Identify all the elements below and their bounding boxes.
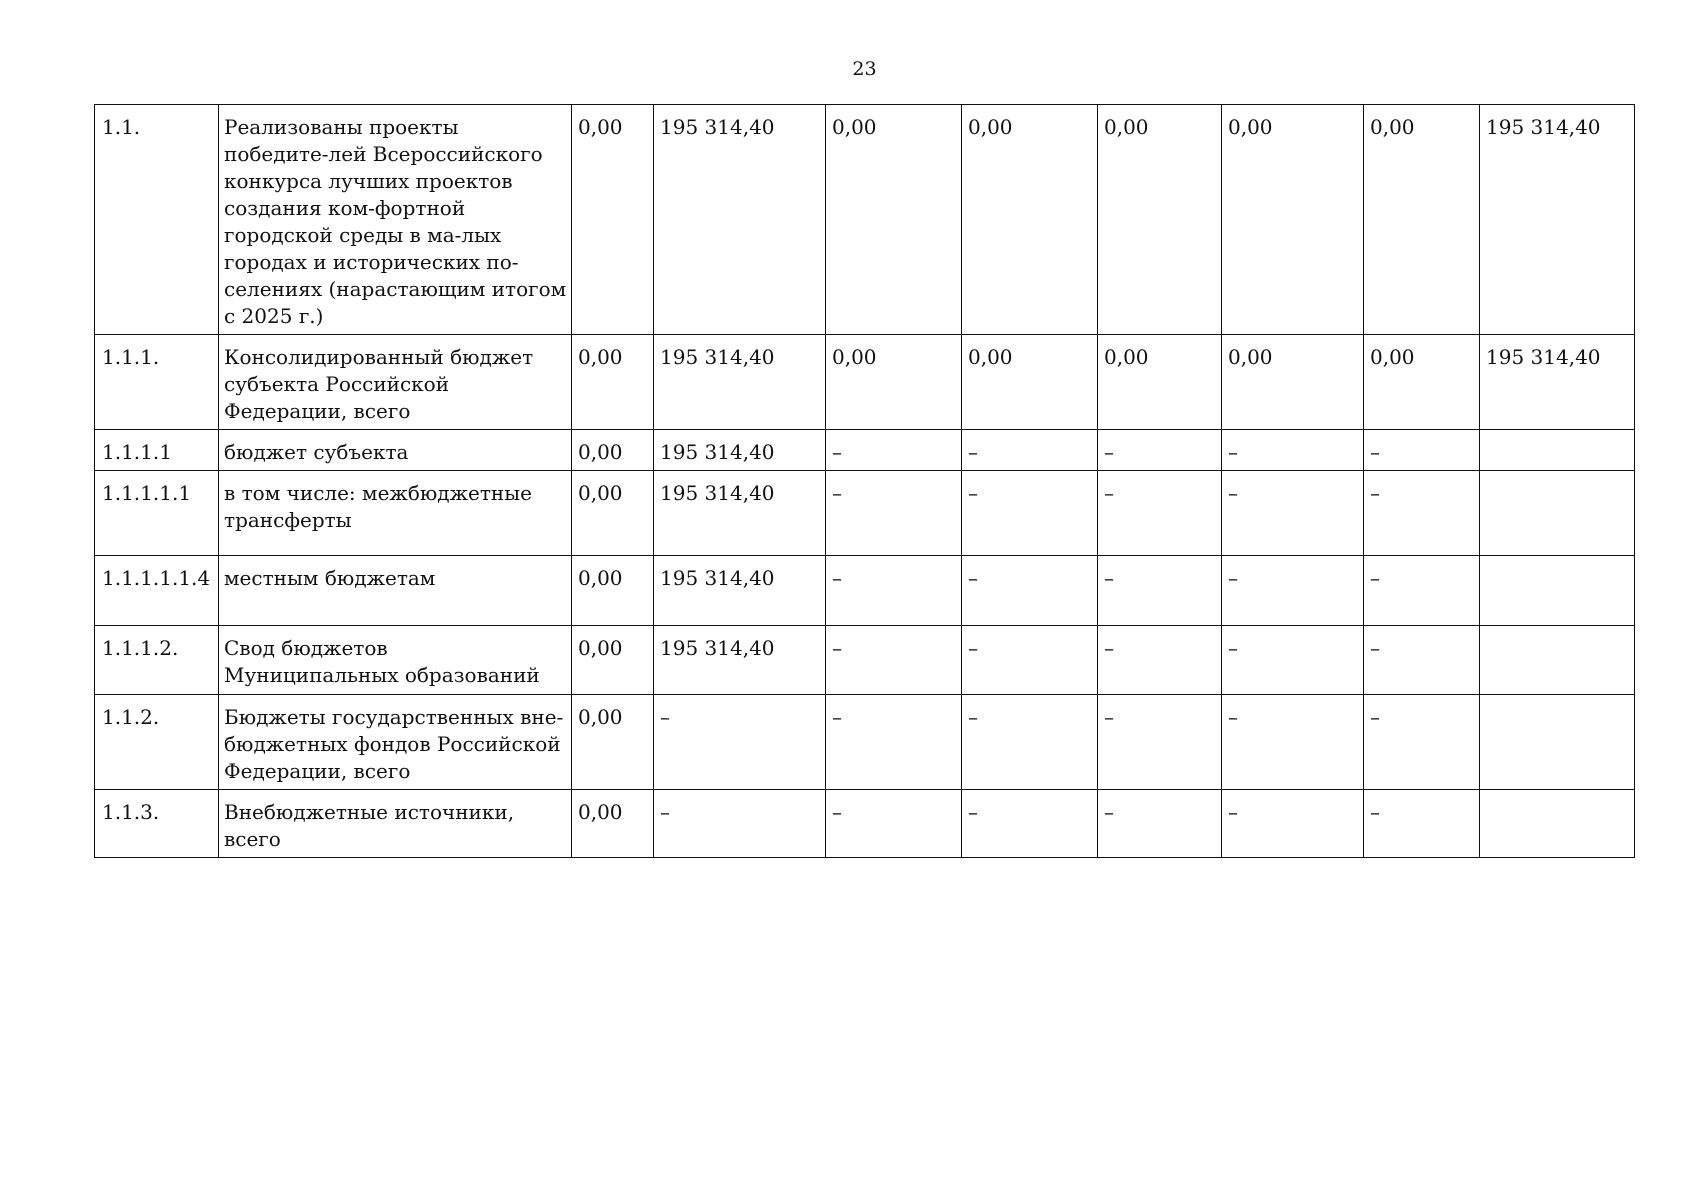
row-value-total — [1480, 556, 1635, 626]
row-value-7: – — [1364, 556, 1480, 626]
row-value-6: 0,00 — [1222, 105, 1364, 335]
table-row — [95, 471, 1635, 556]
row-code: 1.1.1.1 — [95, 430, 219, 471]
row-value-2: 195 314,40 — [654, 105, 826, 335]
row-description: Бюджеты государственных вне-бюджетных фондов Российской Федерации, всего — [219, 695, 572, 790]
row-value-4: – — [962, 695, 1098, 790]
row-value-total — [1480, 430, 1635, 471]
row-value-1: 0,00 — [572, 626, 654, 695]
row-code: 1.1.1.1.1.4 — [95, 556, 219, 626]
row-value-5: – — [1098, 626, 1222, 695]
row-value-2: 195 314,40 — [654, 556, 826, 626]
row-description: Реализованы проекты победите-лей Всероссийского конкурса лучших проектов создания ком-фортной городской среды в ма-лых городах и исторических по-селениях (нарастающим итогом с 2025 г.) — [219, 105, 572, 335]
row-value-3: – — [826, 695, 962, 790]
row-value-1: 0,00 — [572, 471, 654, 556]
row-value-1: 0,00 — [572, 695, 654, 790]
row-description: местным бюджетам — [219, 556, 572, 626]
table-body — [95, 105, 1635, 858]
row-value-3: – — [826, 556, 962, 626]
row-value-5: – — [1098, 430, 1222, 471]
row-value-5: – — [1098, 695, 1222, 790]
row-value-3: – — [826, 626, 962, 695]
row-value-total — [1480, 695, 1635, 790]
row-value-6: – — [1222, 471, 1364, 556]
row-value-4: – — [962, 626, 1098, 695]
row-value-total — [1480, 626, 1635, 695]
row-value-1: 0,00 — [572, 430, 654, 471]
row-code: 1.1.3. — [95, 790, 219, 858]
row-description: бюджет субъекта — [219, 430, 572, 471]
table-row — [95, 695, 1635, 790]
row-value-total: 195 314,40 — [1480, 335, 1635, 430]
row-value-2: 195 314,40 — [654, 430, 826, 471]
row-value-7: 0,00 — [1364, 335, 1480, 430]
table-row — [95, 430, 1635, 471]
row-value-4: 0,00 — [962, 335, 1098, 430]
budget-table — [94, 104, 1635, 858]
row-value-5: – — [1098, 471, 1222, 556]
row-value-6: – — [1222, 626, 1364, 695]
row-value-7: 0,00 — [1364, 105, 1480, 335]
row-value-7: – — [1364, 471, 1480, 556]
row-value-6: – — [1222, 695, 1364, 790]
row-code: 1.1. — [95, 105, 219, 335]
row-value-6: – — [1222, 556, 1364, 626]
table-row — [95, 335, 1635, 430]
row-value-1: 0,00 — [572, 790, 654, 858]
row-value-2: 195 314,40 — [654, 626, 826, 695]
row-code: 1.1.2. — [95, 695, 219, 790]
table-row — [95, 556, 1635, 626]
row-description: Внебюджетные источники, всего — [219, 790, 572, 858]
row-value-total: 195 314,40 — [1480, 105, 1635, 335]
row-value-2: – — [654, 790, 826, 858]
row-value-total — [1480, 790, 1635, 858]
page-number: 23 — [852, 58, 877, 80]
row-value-6: 0,00 — [1222, 335, 1364, 430]
row-value-total — [1480, 471, 1635, 556]
row-value-2: 195 314,40 — [654, 471, 826, 556]
row-value-3: – — [826, 790, 962, 858]
row-value-4: – — [962, 430, 1098, 471]
row-value-3: – — [826, 471, 962, 556]
row-value-5: – — [1098, 790, 1222, 858]
row-value-2: – — [654, 695, 826, 790]
row-description: в том числе: межбюджетные трансферты — [219, 471, 572, 556]
row-value-4: – — [962, 471, 1098, 556]
row-description: Свод бюджетов Муниципальных образований — [219, 626, 572, 695]
row-code: 1.1.1. — [95, 335, 219, 430]
row-value-6: – — [1222, 430, 1364, 471]
row-value-7: – — [1364, 695, 1480, 790]
row-value-7: – — [1364, 626, 1480, 695]
row-value-7: – — [1364, 790, 1480, 858]
row-value-5: 0,00 — [1098, 105, 1222, 335]
row-value-7: – — [1364, 430, 1480, 471]
table-row — [95, 790, 1635, 858]
table-row — [95, 105, 1635, 335]
row-value-3: 0,00 — [826, 105, 962, 335]
table-row — [95, 626, 1635, 695]
row-value-4: 0,00 — [962, 105, 1098, 335]
row-value-4: – — [962, 790, 1098, 858]
row-value-1: 0,00 — [572, 335, 654, 430]
row-value-1: 0,00 — [572, 105, 654, 335]
row-value-5: – — [1098, 556, 1222, 626]
row-value-3: – — [826, 430, 962, 471]
row-code: 1.1.1.2. — [95, 626, 219, 695]
row-description: Консолидированный бюджет субъекта Российской Федерации, всего — [219, 335, 572, 430]
row-value-1: 0,00 — [572, 556, 654, 626]
row-value-5: 0,00 — [1098, 335, 1222, 430]
row-value-2: 195 314,40 — [654, 335, 826, 430]
row-code: 1.1.1.1.1 — [95, 471, 219, 556]
row-value-4: – — [962, 556, 1098, 626]
row-value-6: – — [1222, 790, 1364, 858]
row-value-3: 0,00 — [826, 335, 962, 430]
